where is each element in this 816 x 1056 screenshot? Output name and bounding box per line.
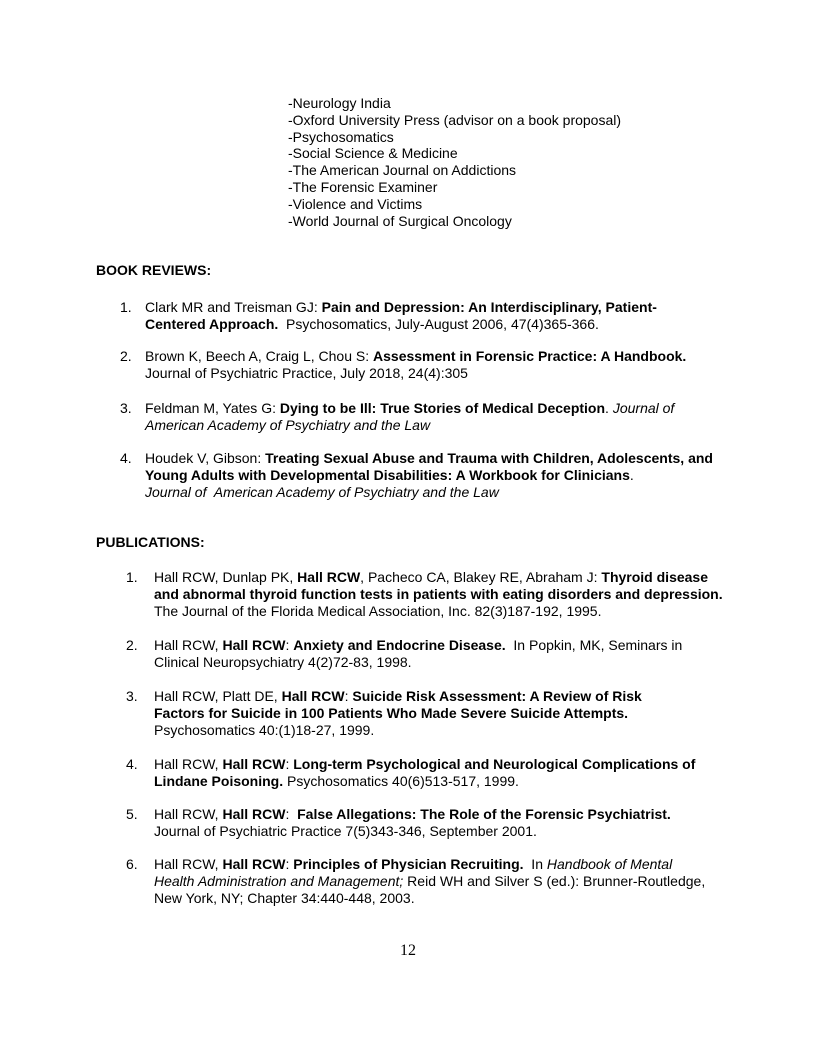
publication-title: Thyroid disease and abnormal thyroid function tests in patients with eating disorders and depression. bbox=[154, 569, 723, 602]
publication-title: False Allegations: The Role of the Forensic Psychiatrist. bbox=[297, 806, 671, 822]
review-title: Dying to be Ill: True Stories of Medical Deception bbox=[279, 400, 606, 416]
authors: Hall RCW, bbox=[154, 856, 223, 872]
item-text bbox=[145, 299, 695, 333]
publication-source: Journal of Psychiatric Practice 7(5)343-346, September 2001. bbox=[154, 822, 537, 839]
item-number: 2. bbox=[126, 637, 138, 653]
item-text bbox=[154, 856, 709, 906]
review-title: Pain and Depression: An Interdisciplinary, Patient-Centered Approach. bbox=[145, 299, 657, 332]
journal-item: -The Forensic Examiner bbox=[288, 178, 438, 195]
review-authors: Houdek V, Gibson: bbox=[145, 450, 266, 466]
item-text bbox=[154, 569, 724, 619]
item-number: 1. bbox=[120, 299, 132, 315]
reviewer-journal-list bbox=[288, 95, 621, 229]
review-journal: Journal of American Academy of Psychiatry and the Law bbox=[145, 400, 675, 433]
review-title: Treating Sexual Abuse and Trauma with Children, Adolescents, and Young Adults with Developmental Disabilities: A Workbook for Clinicians bbox=[145, 450, 713, 483]
item-text bbox=[154, 756, 729, 790]
review-source: Journal of Psychiatric Practice, July 2018, 24(4):305 bbox=[145, 364, 468, 381]
journal-item: -Violence and Victims bbox=[288, 195, 423, 212]
item-text bbox=[145, 400, 710, 434]
journal-item: -The American Journal on Addictions bbox=[288, 162, 517, 179]
item-number: 6. bbox=[126, 856, 138, 872]
publication-source: Psychosomatics 40:(1)18-27, 1999. bbox=[154, 721, 375, 738]
authors: : bbox=[344, 688, 353, 704]
publication-title: Principles of Physician Recruiting. bbox=[293, 856, 524, 872]
review-source: Psychosomatics, July-August 2006, 47(4)365-366. bbox=[278, 315, 599, 332]
review-journal: Journal of American Academy of Psychiatry and the Law bbox=[145, 483, 499, 500]
publication-title: Long-term Psychological and Neurological Complications of Lindane Poisoning. bbox=[154, 756, 696, 789]
publication-source: The Journal of the Florida Medical Association, Inc. 82(3)187-192, 1995. bbox=[154, 602, 602, 619]
highlighted-author: Hall RCW bbox=[297, 569, 361, 585]
journal-item: -Social Science & Medicine bbox=[288, 145, 458, 162]
review-title: Assessment in Forensic Practice: A Handbook. bbox=[373, 348, 687, 364]
publication-source: In Popkin, MK, Seminars in Clinical Neuropsychiatry 4(2)72-83, 1998. bbox=[154, 637, 687, 670]
book-reviews-heading: BOOK REVIEWS: bbox=[96, 262, 212, 278]
punctuation: . bbox=[629, 466, 634, 483]
publication-title: Suicide Risk Assessment: A Review of Risk Factors for Suicide in 100 Patients Who Made Severe Suicide Attempts. bbox=[154, 688, 642, 721]
item-number: 1. bbox=[126, 569, 138, 585]
review-authors: Brown K, Beech A, Craig L, Chou S: bbox=[145, 348, 374, 364]
item-number: 4. bbox=[120, 450, 132, 466]
highlighted-author: Hall RCW bbox=[281, 688, 345, 704]
journal-item: -Psychosomatics bbox=[288, 128, 394, 145]
item-number: 3. bbox=[120, 400, 132, 416]
highlighted-author: Hall RCW bbox=[222, 806, 286, 822]
highlighted-author: Hall RCW bbox=[222, 637, 286, 653]
authors: : bbox=[285, 756, 294, 772]
publication-source: Reid WH and Silver S (ed.): Brunner-Routledge, New York, NY; Chapter 34:440-448, 2003. bbox=[154, 872, 706, 906]
authors: Hall RCW, bbox=[154, 756, 223, 772]
journal-item: -World Journal of Surgical Oncology bbox=[288, 212, 512, 229]
authors: Hall RCW, Dunlap PK, bbox=[154, 569, 298, 585]
authors: Hall RCW, bbox=[154, 806, 223, 822]
journal-item: -Neurology India bbox=[288, 95, 391, 111]
authors: , Pacheco CA, Blakey RE, Abraham J: bbox=[360, 569, 602, 585]
item-number: 2. bbox=[120, 348, 132, 364]
review-authors: Clark MR and Treisman GJ: bbox=[145, 299, 322, 315]
item-number: 5. bbox=[126, 806, 138, 822]
publications-heading: PUBLICATIONS: bbox=[96, 534, 205, 550]
item-text bbox=[154, 688, 684, 738]
publication-title: Anxiety and Endocrine Disease. bbox=[293, 637, 506, 653]
in-prefix: In bbox=[523, 856, 547, 872]
item-text bbox=[154, 806, 714, 840]
item-text bbox=[145, 450, 720, 500]
book-title: Handbook of Mental Health Administration and Management; bbox=[154, 856, 673, 889]
publication-source: Psychosomatics 40(6)513-517, 1999. bbox=[283, 772, 519, 789]
item-text bbox=[145, 348, 720, 382]
authors: Hall RCW, bbox=[154, 637, 223, 653]
punctuation: . bbox=[605, 400, 613, 416]
authors: : bbox=[285, 637, 294, 653]
highlighted-author: Hall RCW bbox=[222, 756, 286, 772]
journal-item: -Oxford University Press (advisor on a book proposal) bbox=[288, 111, 622, 128]
review-authors: Feldman M, Yates G: bbox=[145, 400, 280, 416]
authors: : bbox=[285, 806, 298, 822]
authors: : bbox=[285, 856, 294, 872]
item-text bbox=[154, 637, 714, 671]
authors: Hall RCW, Platt DE, bbox=[154, 688, 282, 704]
page-number: 12 bbox=[400, 942, 416, 959]
item-number: 3. bbox=[126, 688, 138, 704]
highlighted-author: Hall RCW bbox=[222, 856, 286, 872]
item-number: 4. bbox=[126, 756, 138, 772]
